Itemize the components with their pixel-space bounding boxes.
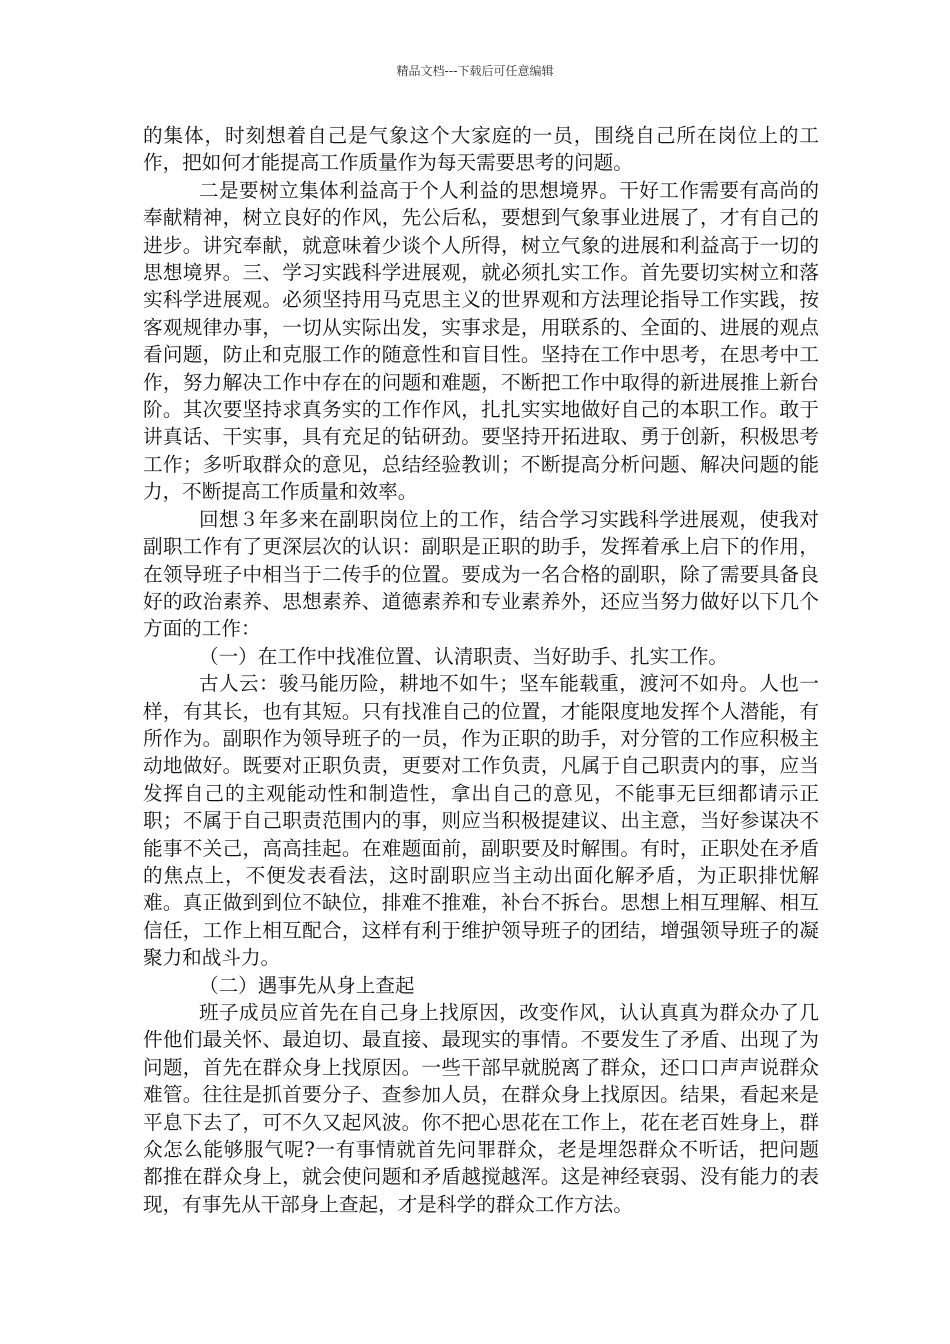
paragraph-5: 班子成员应首先在自己身上找原因，改变作风，认认真真为群众办了几件他们最关怀、最迫切、最直接、最现实的事情。不要发生了矛盾、出现了为问题，首先在群众身上找原因。一些干部早就脱离了群众，还口口声声说群众难管。往往是抓首要分子、查参加人员，在群众身上找原因。结果，看起来是平息下去了，可不久又起风波。你不把心思花在工作上，花在老百姓身上，群众怎么能够服气呢?一有事情就首先问罪群众，老是埋怨群众不听话，把问题都推在群众身上，就会使问题和矛盾越搅越浑。这是神经衰弱、没有能力的表现，有事先从干部身上查起，才是科学的群众工作方法。 [143, 1001, 819, 1216]
section-heading-2: （二）遇事先从身上查起 [199, 973, 415, 997]
section-heading-1: （一）在工作中找准位置、认清职责、当好助手、扎实工作。 [199, 644, 729, 668]
paragraph-2: 二是要树立集体利益高于个人利益的思想境界。干好工作需要有高尚的奉献精神，树立良好的作风，先公后私，要想到气象事业进展了，才有自己的进步。讲究奉献，就意味着少谈个人所得，树立气象的进展和利益高于一切的思想境界。三、学习实践科学进展观，就必须扎实工作。首先要切实树立和落实科学进展观。必须坚持用马克思主义的世界观和方法理论指导工作实践，按客观规律办事，一切从实际出发，实事求是，用联系的、全面的、进展的观点看问题，防止和克服工作的随意性和盲目性。坚持在工作中思考，在思考中工作，努力解决工作中存在的问题和难题，不断把工作中取得的新进展推上新台阶。其次要坚持求真务实的工作作风，扎扎实实地做好自己的本职工作。敢于讲真话、干实事，具有充足的钻研劲。要坚持开拓进取、勇于创新，积极思考工作；多听取群众的意见，总结经验教训；不断提高分析问题、解决问题的能力，不断提高工作质量和效率。 [143, 178, 819, 504]
page-header: 精品文档---下载后可任意编辑 [396, 64, 554, 78]
paragraph-3: 回想３年多来在副职岗位上的工作，结合学习实践科学进展观，使我对副职工作有了更深层次的认识：副职是正职的助手，发挥着承上启下的作用，在领导班子中相当于二传手的位置。要成为一名合格的副职，除了需要具备良好的政治素养、思想素养、道德素养和专业素养外，还应当努力做好以下几个方面的工作： [143, 507, 819, 641]
paragraph-4: 古人云：骏马能历险，耕地不如牛；坚车能载重，渡河不如舟。人也一样，有其长，也有其短。只有找准自己的位置，才能限度地发挥个人潜能，有所作为。副职作为领导班子的一员，作为正职的助手，对分管的工作应积极主动地做好。既要对正职负责，更要对工作负责，凡属于自己职责内的事，应当发挥自己的主观能动性和制造性，拿出自己的意见，不能事无巨细都请示正职；不属于自己职责范围内的事，则应当积极提建议、出主意，当好参谋决不能事不关己，高高挂起。在难题面前，副职要及时解围。有时，正职处在矛盾的焦点上，不便发表看法，这时副职应当主动出面化解矛盾，为正职排忧解难。真正做到到位不缺位，排难不推难，补台不拆台。思想上相互理解、相互信任，工作上相互配合，这样有利于维护领导班子的团结，增强领导班子的凝聚力和战斗力。 [143, 672, 819, 970]
document-body [143, 122, 819, 1218]
paragraph-1: 的集体，时刻想着自己是气象这个大家庭的一员，围绕自己所在岗位上的工作，把如何才能提高工作质量作为每天需要思考的问题。 [143, 124, 819, 175]
